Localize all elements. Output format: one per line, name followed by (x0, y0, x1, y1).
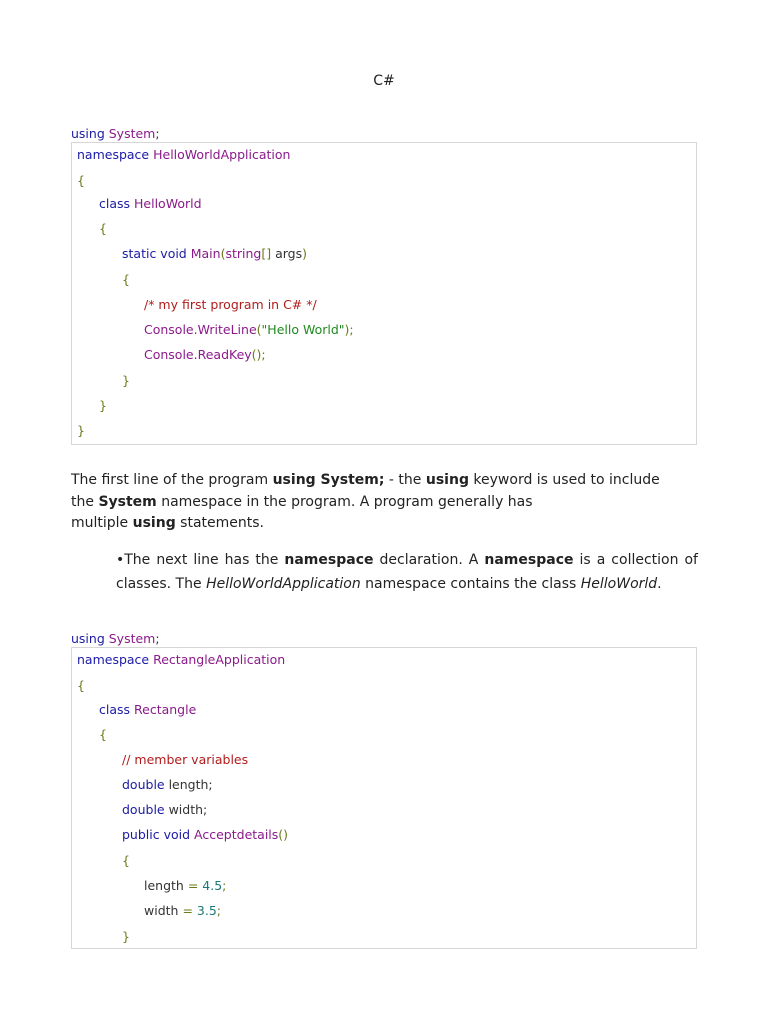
punctuation: ( (220, 246, 226, 261)
operator: = (187, 878, 199, 893)
keyword: static void (122, 246, 187, 261)
keyword: class (99, 196, 131, 211)
bold-text: using (425, 472, 469, 488)
keyword: using (71, 126, 105, 141)
keyword: namespace (77, 147, 150, 162)
code-line-brace: { (122, 272, 130, 287)
code-line-length-assign (144, 878, 226, 894)
paragraph-namespace-explanation (116, 548, 698, 596)
code-line-brace: } (122, 929, 130, 944)
punctuation: ; (155, 126, 160, 141)
bold-text: namespace (284, 552, 374, 568)
identifier: width; (164, 802, 208, 817)
code-line-width-decl (122, 802, 207, 818)
string-literal: "Hello World" (261, 322, 345, 337)
bold-text: System (98, 493, 157, 510)
code-line-brace: { (99, 727, 107, 742)
text: declaration. A (373, 552, 485, 568)
code-line-width-assign (144, 903, 221, 919)
identifier: Console.ReadKey (144, 347, 252, 362)
para-line (71, 470, 711, 492)
code2-using-line (71, 631, 160, 646)
identifier: HelloWorldApplication (153, 147, 291, 162)
para-line (71, 492, 711, 514)
code-block-2 (71, 647, 697, 949)
code-block-1 (71, 142, 697, 445)
keyword: namespace (77, 652, 150, 667)
code-line-brace: } (99, 398, 107, 413)
code-line-namespace (77, 652, 285, 668)
identifier: args (271, 246, 303, 261)
code-line-brace: { (77, 678, 85, 693)
text: multiple (71, 515, 133, 531)
para-line (71, 513, 711, 535)
identifier: Main (190, 246, 221, 261)
code-line-length-decl (122, 777, 213, 793)
bold-text: namespace (484, 552, 574, 568)
code-line-comment: // member variables (122, 752, 249, 767)
keyword: double (122, 802, 165, 817)
text: . (657, 576, 662, 592)
code-line-brace: } (122, 373, 130, 388)
identifier: length (144, 878, 188, 893)
code-line-brace: } (77, 423, 85, 438)
keyword: public void (122, 827, 191, 842)
punctuation: ; (216, 903, 221, 918)
code-line-readkey (144, 347, 266, 363)
identifier: Console.WriteLine (144, 322, 257, 337)
punctuation: () (278, 827, 289, 842)
code-line-brace: { (99, 221, 107, 236)
keyword: double (122, 777, 165, 792)
number-literal: 3.5 (192, 903, 217, 918)
identifier: System (108, 126, 156, 141)
code-line-comment: /* my first program in C# */ (144, 297, 317, 312)
italic-text: HelloWorldApplication (206, 576, 361, 592)
para-line (116, 548, 698, 572)
punctuation: ); (344, 322, 354, 337)
document-title: C# (373, 73, 395, 89)
code-line-class (99, 702, 196, 718)
text: namespace contains the class (360, 576, 581, 592)
para-line (116, 572, 698, 596)
identifier: HelloWorld (134, 196, 202, 211)
punctuation: ( (256, 322, 262, 337)
operator: = (182, 903, 193, 918)
code-line-namespace (77, 147, 290, 163)
code-line-class (99, 196, 202, 212)
code1-using-line (71, 126, 160, 141)
type: string (225, 246, 262, 261)
punctuation: ) (302, 246, 308, 261)
text: is a collection of (573, 552, 698, 568)
code-line-brace: { (77, 173, 85, 188)
text: keyword is used to include (468, 472, 660, 488)
identifier: RectangleApplication (153, 652, 286, 667)
punctuation: ; (222, 878, 227, 893)
identifier: Acceptdetails (194, 827, 279, 842)
text: The first line of the program (71, 472, 273, 488)
text: •The next line has the (116, 552, 285, 568)
identifier: length; (164, 777, 213, 792)
punctuation: ; (155, 631, 160, 646)
identifier: System (108, 631, 156, 646)
text: the (71, 493, 99, 510)
code-line-method (122, 246, 307, 262)
bold-text: using (132, 515, 176, 531)
text: - the (384, 472, 426, 488)
number-literal: 4.5 (198, 878, 223, 893)
code-line-writeline (144, 322, 354, 338)
text: namespace in the program. A program generally has (156, 493, 533, 510)
keyword: class (99, 702, 131, 717)
text: classes. The (116, 576, 207, 592)
text: statements. (175, 515, 264, 531)
identifier: Rectangle (134, 702, 197, 717)
code-line-brace: { (122, 853, 130, 868)
code-line-method (122, 827, 288, 843)
paragraph-using-explanation (71, 470, 711, 535)
punctuation: (); (251, 347, 266, 362)
keyword: using (71, 631, 105, 646)
bold-text: using System; (272, 472, 385, 488)
punctuation: [] (261, 246, 272, 261)
identifier: width (144, 903, 183, 918)
italic-text: HelloWorld (580, 576, 658, 592)
